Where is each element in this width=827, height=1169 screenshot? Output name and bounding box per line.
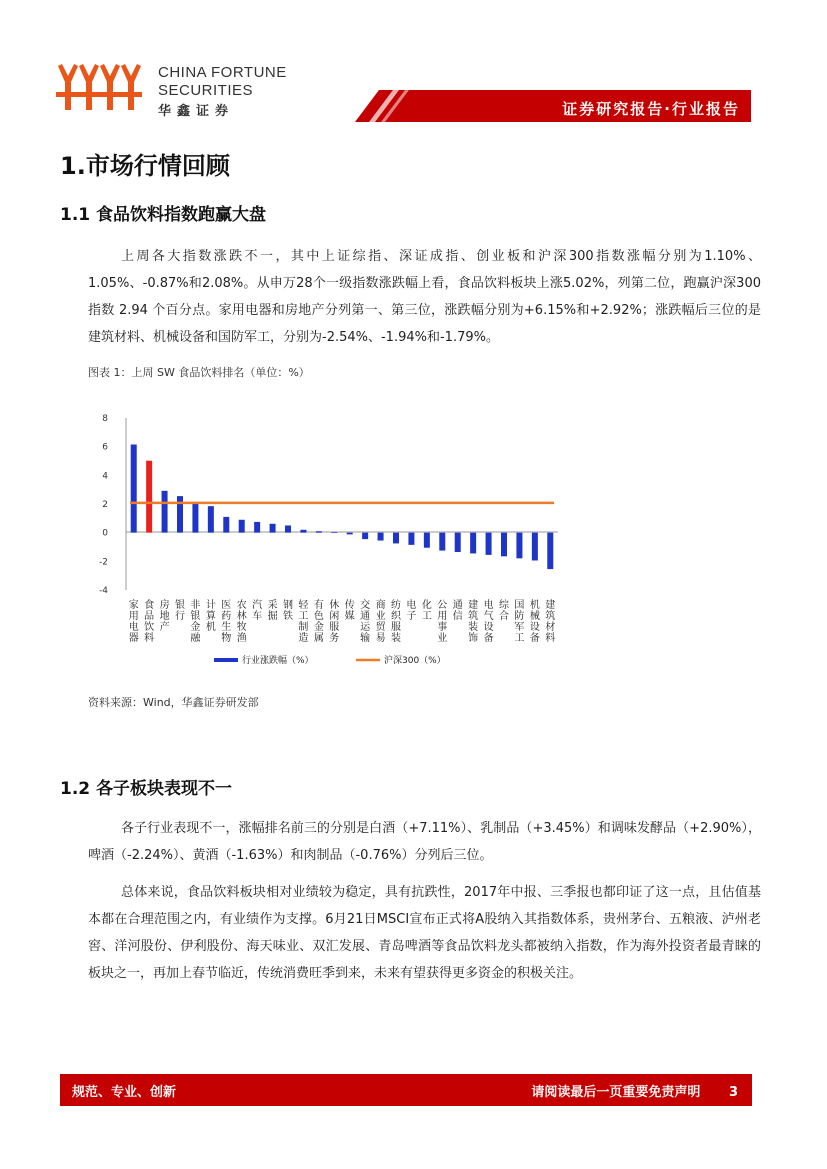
paragraph-sub-sector: 各子行业表现不一，涨幅排名前三的分别是白酒（+7.11%）、乳制品（+3.45%）和调味发酵品（+2.90%），啤酒（-2.24%）、黄酒（-1.63%）和肉制品（-0.76%）分列后三位。 [88, 821, 761, 863]
brand-name-en-line1: CHINA FORTUNE [158, 64, 287, 81]
x-tick-label: 银行 [175, 600, 185, 622]
bar-计算机 [208, 506, 214, 533]
brand-name-cn: 华鑫证券 [158, 104, 235, 119]
bar-国防军工 [516, 533, 522, 559]
x-tick-label: 建筑装饰 [468, 600, 479, 644]
x-tick-label: 交通运输 [360, 600, 371, 644]
bar-银行 [177, 496, 183, 533]
y-tick-label: 2 [102, 500, 108, 510]
bar-电子 [408, 533, 414, 545]
legend-swatch-sector [214, 658, 238, 662]
bar-纺织服装 [393, 533, 399, 544]
paragraph-market-review: 上周各大指数涨跌不一，其中上证综指、深证成指、创业板和沪深300指数涨幅分别为1.10%、1.05%、-0.87%和2.08%。从申万28个一级指数涨跌幅上看，食品饮料板块上涨5.02%，列第二位，跑赢沪深300指数 2.94 个百分点。家用电器和房地产分列第一、第三位，涨跌幅分别为+6.15%和+2.92%；涨跌幅后三位的是建筑材料、机械设备和国防军工，分别为-2.54%、-1.94%和-1.79%。 [88, 249, 761, 345]
figure-source: 资料来源：Wind，华鑫证券研发部 [88, 696, 259, 709]
x-tick-label: 化工 [421, 600, 432, 622]
bar-钢铁 [285, 526, 291, 533]
page-number: 3 [728, 1085, 738, 1100]
bar-交通运输 [362, 533, 368, 539]
bar-房地产 [162, 491, 168, 533]
y-axis-ticks [99, 414, 108, 596]
bar-电气设备 [486, 533, 492, 555]
x-tick-label: 纺织服装 [391, 600, 401, 644]
y-tick-label: -2 [99, 557, 108, 568]
x-tick-label: 家用电器 [128, 600, 139, 644]
report-type-title: 证券研究报告·行业报告 [562, 100, 740, 118]
bar-农林牧渔 [239, 520, 245, 533]
x-tick-label: 电气设备 [483, 600, 494, 644]
bar-轻工制造 [300, 530, 306, 533]
x-tick-label: 非银金融 [190, 600, 201, 644]
bar-采掘 [270, 524, 276, 533]
bar-汽车 [254, 522, 260, 533]
bar-休闲服务 [331, 532, 337, 533]
bar-有色金属 [316, 531, 322, 532]
bar-建筑材料 [547, 533, 553, 569]
x-tick-label: 食品饮料 [144, 600, 155, 644]
bar-建筑装饰 [470, 533, 476, 554]
y-tick-label: -4 [99, 586, 108, 596]
brand-name-en-line2: SECURITIES [158, 82, 254, 99]
sector-ranking-chart [88, 400, 578, 690]
bar-医药生物 [223, 517, 229, 533]
bar-化工 [424, 533, 430, 548]
x-tick-label: 商业贸易 [375, 600, 386, 644]
bar-传媒 [347, 533, 353, 535]
x-tick-label: 有色金属 [313, 600, 324, 644]
y-tick-label: 6 [102, 442, 108, 453]
x-tick-label: 电子 [406, 600, 417, 622]
legend-label-sector: 行业涨跌幅（%） [242, 656, 314, 666]
bar-家用电器 [131, 445, 137, 533]
x-tick-label: 机械设备 [529, 600, 540, 644]
company-logo [56, 58, 142, 122]
x-tick-label: 传媒 [344, 600, 355, 622]
x-tick-label: 休闲服务 [329, 600, 340, 644]
y-tick-label: 4 [102, 471, 108, 482]
x-tick-label: 公用事业 [437, 600, 448, 644]
x-tick-label: 轻工制造 [298, 600, 309, 644]
bar-食品饮料 [146, 461, 152, 533]
x-tick-label: 医药生物 [221, 600, 232, 644]
bar-综合 [501, 533, 507, 557]
chart-legend [214, 654, 446, 666]
x-tick-label: 汽车 [252, 600, 263, 622]
x-tick-label: 钢铁 [283, 600, 293, 622]
disclaimer-text: 请阅读最后一页重要免责声明 [531, 1085, 701, 1100]
paragraph-summary: 总体来说，食品饮料板块相对业绩较为稳定，具有抗跌性，2017年中报、三季报也都印证了这一点，且估值基本都在合理范围之内，有业绩作为支撑。6月21日MSCI宣布正式将A股纳入其指数体系，贵州茅台、五粮液、泸州老窖、洋河股份、伊利股份、海天味业、双汇发展、青岛啤酒等食品饮料龙头都被纳入指数，作为海外投资者最青睐的板块之一，再加上春节临近，传统消费旺季到来，未来有望获得更多资金的积极关注。 [88, 885, 761, 981]
x-tick-label: 房地产 [159, 600, 170, 633]
legend-label-hs300: 沪深300（%） [384, 656, 446, 666]
section-heading-1: 1.市场行情回顾 [60, 152, 230, 180]
bar-series [131, 445, 554, 570]
x-tick-label: 采掘 [267, 600, 278, 622]
bar-通信 [455, 533, 461, 552]
x-tick-label: 综合 [499, 600, 509, 622]
x-tick-label: 农林牧渔 [236, 600, 247, 644]
section-heading-1-2: 1.2 各子板块表现不一 [60, 779, 233, 799]
section-heading-1-1: 1.1 食品饮料指数跑赢大盘 [60, 205, 267, 225]
x-tick-label: 国防军工 [514, 600, 525, 644]
y-tick-label: 8 [102, 414, 108, 424]
y-tick-label: 0 [102, 528, 108, 539]
footer-slogan: 规范、专业、创新 [72, 1085, 177, 1100]
x-tick-label: 通信 [452, 600, 463, 622]
bar-机械设备 [532, 533, 538, 561]
bar-商业贸易 [378, 533, 384, 541]
x-tick-label: 建筑材料 [545, 600, 556, 644]
figure-caption: 图表 1：上周 SW 食品饮料排名（单位：%） [88, 366, 310, 379]
footer-disclaimer [470, 1081, 738, 1100]
x-axis-labels [129, 598, 556, 644]
bar-非银金融 [192, 503, 198, 533]
bar-公用事业 [439, 533, 445, 551]
x-tick-label: 计算机 [205, 600, 216, 633]
